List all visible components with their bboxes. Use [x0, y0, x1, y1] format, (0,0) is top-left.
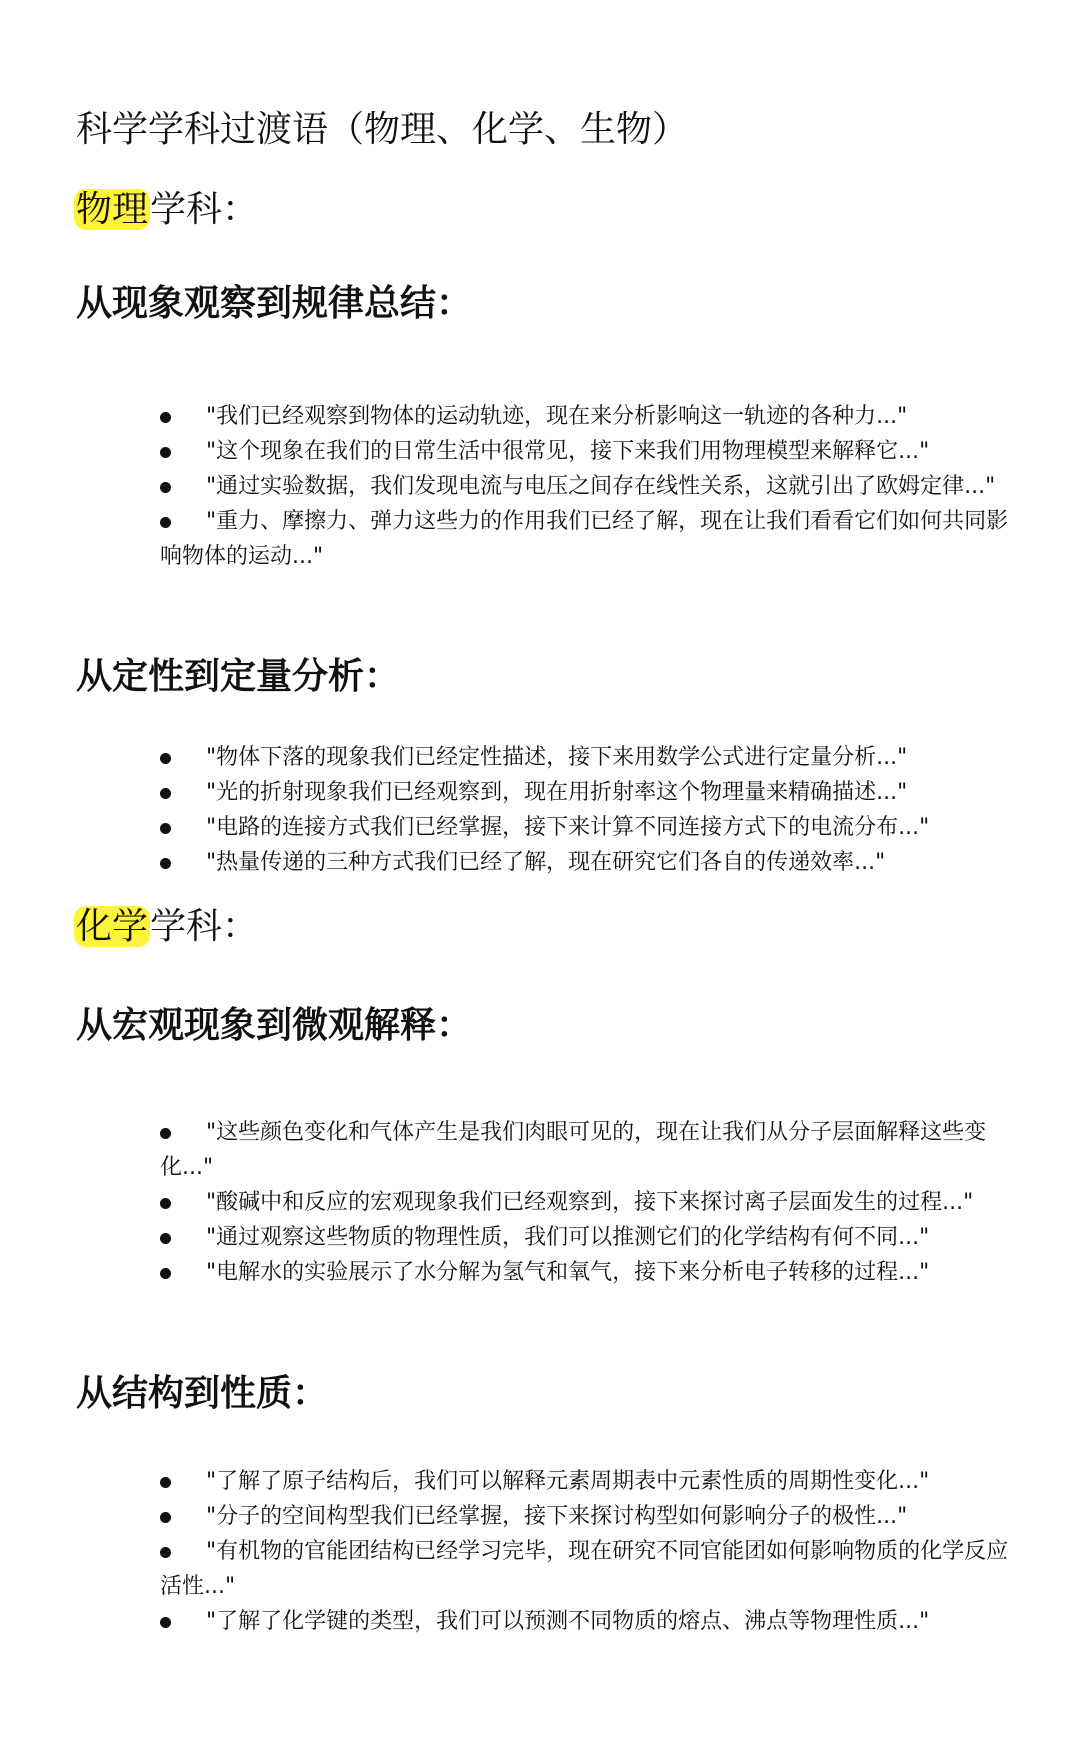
list-item: "通过观察这些物质的物理性质，我们可以推测它们的化学结构有何不同...": [160, 1220, 1022, 1255]
list-item: "这个现象在我们的日常生活中很常见，接下来我们用物理模型来解释它...": [160, 434, 1022, 469]
bullet-icon: [160, 1477, 171, 1488]
list-item: "热量传递的三种方式我们已经了解，现在研究它们各自的传递效率...": [160, 845, 1022, 880]
document-title: 科学学科过渡语（物理、化学、生物）: [76, 109, 689, 150]
bullet-list: [160, 1115, 1022, 1290]
bullet-icon: [160, 517, 171, 528]
bullet-icon: [160, 1512, 171, 1523]
section-heading: 从现象观察到规律总结：: [76, 283, 473, 324]
list-item: "电路的连接方式我们已经掌握，接下来计算不同连接方式下的电流分布...": [160, 810, 1022, 845]
highlighted-text: 物理: [76, 189, 149, 230]
bullet-icon: [160, 788, 171, 799]
list-item: "通过实验数据，我们发现电流与电压之间存在线性关系，这就引出了欧姆定律...": [160, 469, 1022, 504]
bullet-icon: [160, 447, 171, 458]
list-item: "重力、摩擦力、弹力这些力的作用我们已经了解，现在让我们看看它们如何共同影响物体的运动...": [160, 509, 1009, 569]
bullet-icon: [160, 482, 171, 493]
subject-heading-chemistry: [76, 902, 258, 952]
bullet-icon: [160, 1617, 171, 1628]
bullet-icon: [160, 1547, 171, 1558]
bullet-list: [160, 740, 1022, 880]
list-item: "电解水的实验展示了水分解为氢气和氧气，接下来分析电子转移的过程...": [160, 1255, 1022, 1290]
list-item: "这些颜色变化和气体产生是我们肉眼可见的，现在让我们从分子层面解释这些变化...": [160, 1120, 987, 1180]
subject-heading-suffix: 学科：: [150, 906, 259, 947]
list-item: "物体下落的现象我们已经定性描述，接下来用数学公式进行定量分析...": [160, 740, 1022, 775]
section-heading: 从结构到性质：: [76, 1373, 329, 1414]
subject-heading-suffix: 学科：: [150, 189, 259, 230]
bullet-icon: [160, 823, 171, 834]
section-heading: 从宏观现象到微观解释：: [76, 1005, 473, 1046]
list-item: "我们已经观察到物体的运动轨迹，现在来分析影响这一轨迹的各种力...": [160, 399, 1022, 434]
section-heading: 从定性到定量分析：: [76, 656, 401, 697]
bullet-list: [160, 1464, 1022, 1639]
highlighted-text: 化学: [76, 906, 149, 947]
bullet-icon: [160, 1233, 171, 1244]
list-item: "了解了原子结构后，我们可以解释元素周期表中元素性质的周期性变化...": [160, 1464, 1022, 1499]
list-item: "分子的空间构型我们已经掌握，接下来探讨构型如何影响分子的极性...": [160, 1499, 1022, 1534]
list-item: "了解了化学键的类型，我们可以预测不同物质的熔点、沸点等物理性质...": [160, 1604, 1022, 1639]
bullet-icon: [160, 412, 171, 423]
bullet-icon: [160, 1128, 171, 1139]
bullet-icon: [160, 753, 171, 764]
bullet-icon: [160, 1268, 171, 1279]
list-item: "酸碱中和反应的宏观现象我们已经观察到，接下来探讨离子层面发生的过程...": [160, 1185, 1022, 1220]
bullet-list: [160, 399, 1022, 574]
list-item: "光的折射现象我们已经观察到，现在用折射率这个物理量来精确描述...": [160, 775, 1022, 810]
bullet-icon: [160, 1198, 171, 1209]
subject-heading-physics: [76, 185, 258, 235]
list-item: "有机物的官能团结构已经学习完毕，现在研究不同官能团如何影响物质的化学反应活性...": [160, 1539, 1009, 1599]
bullet-icon: [160, 858, 171, 869]
